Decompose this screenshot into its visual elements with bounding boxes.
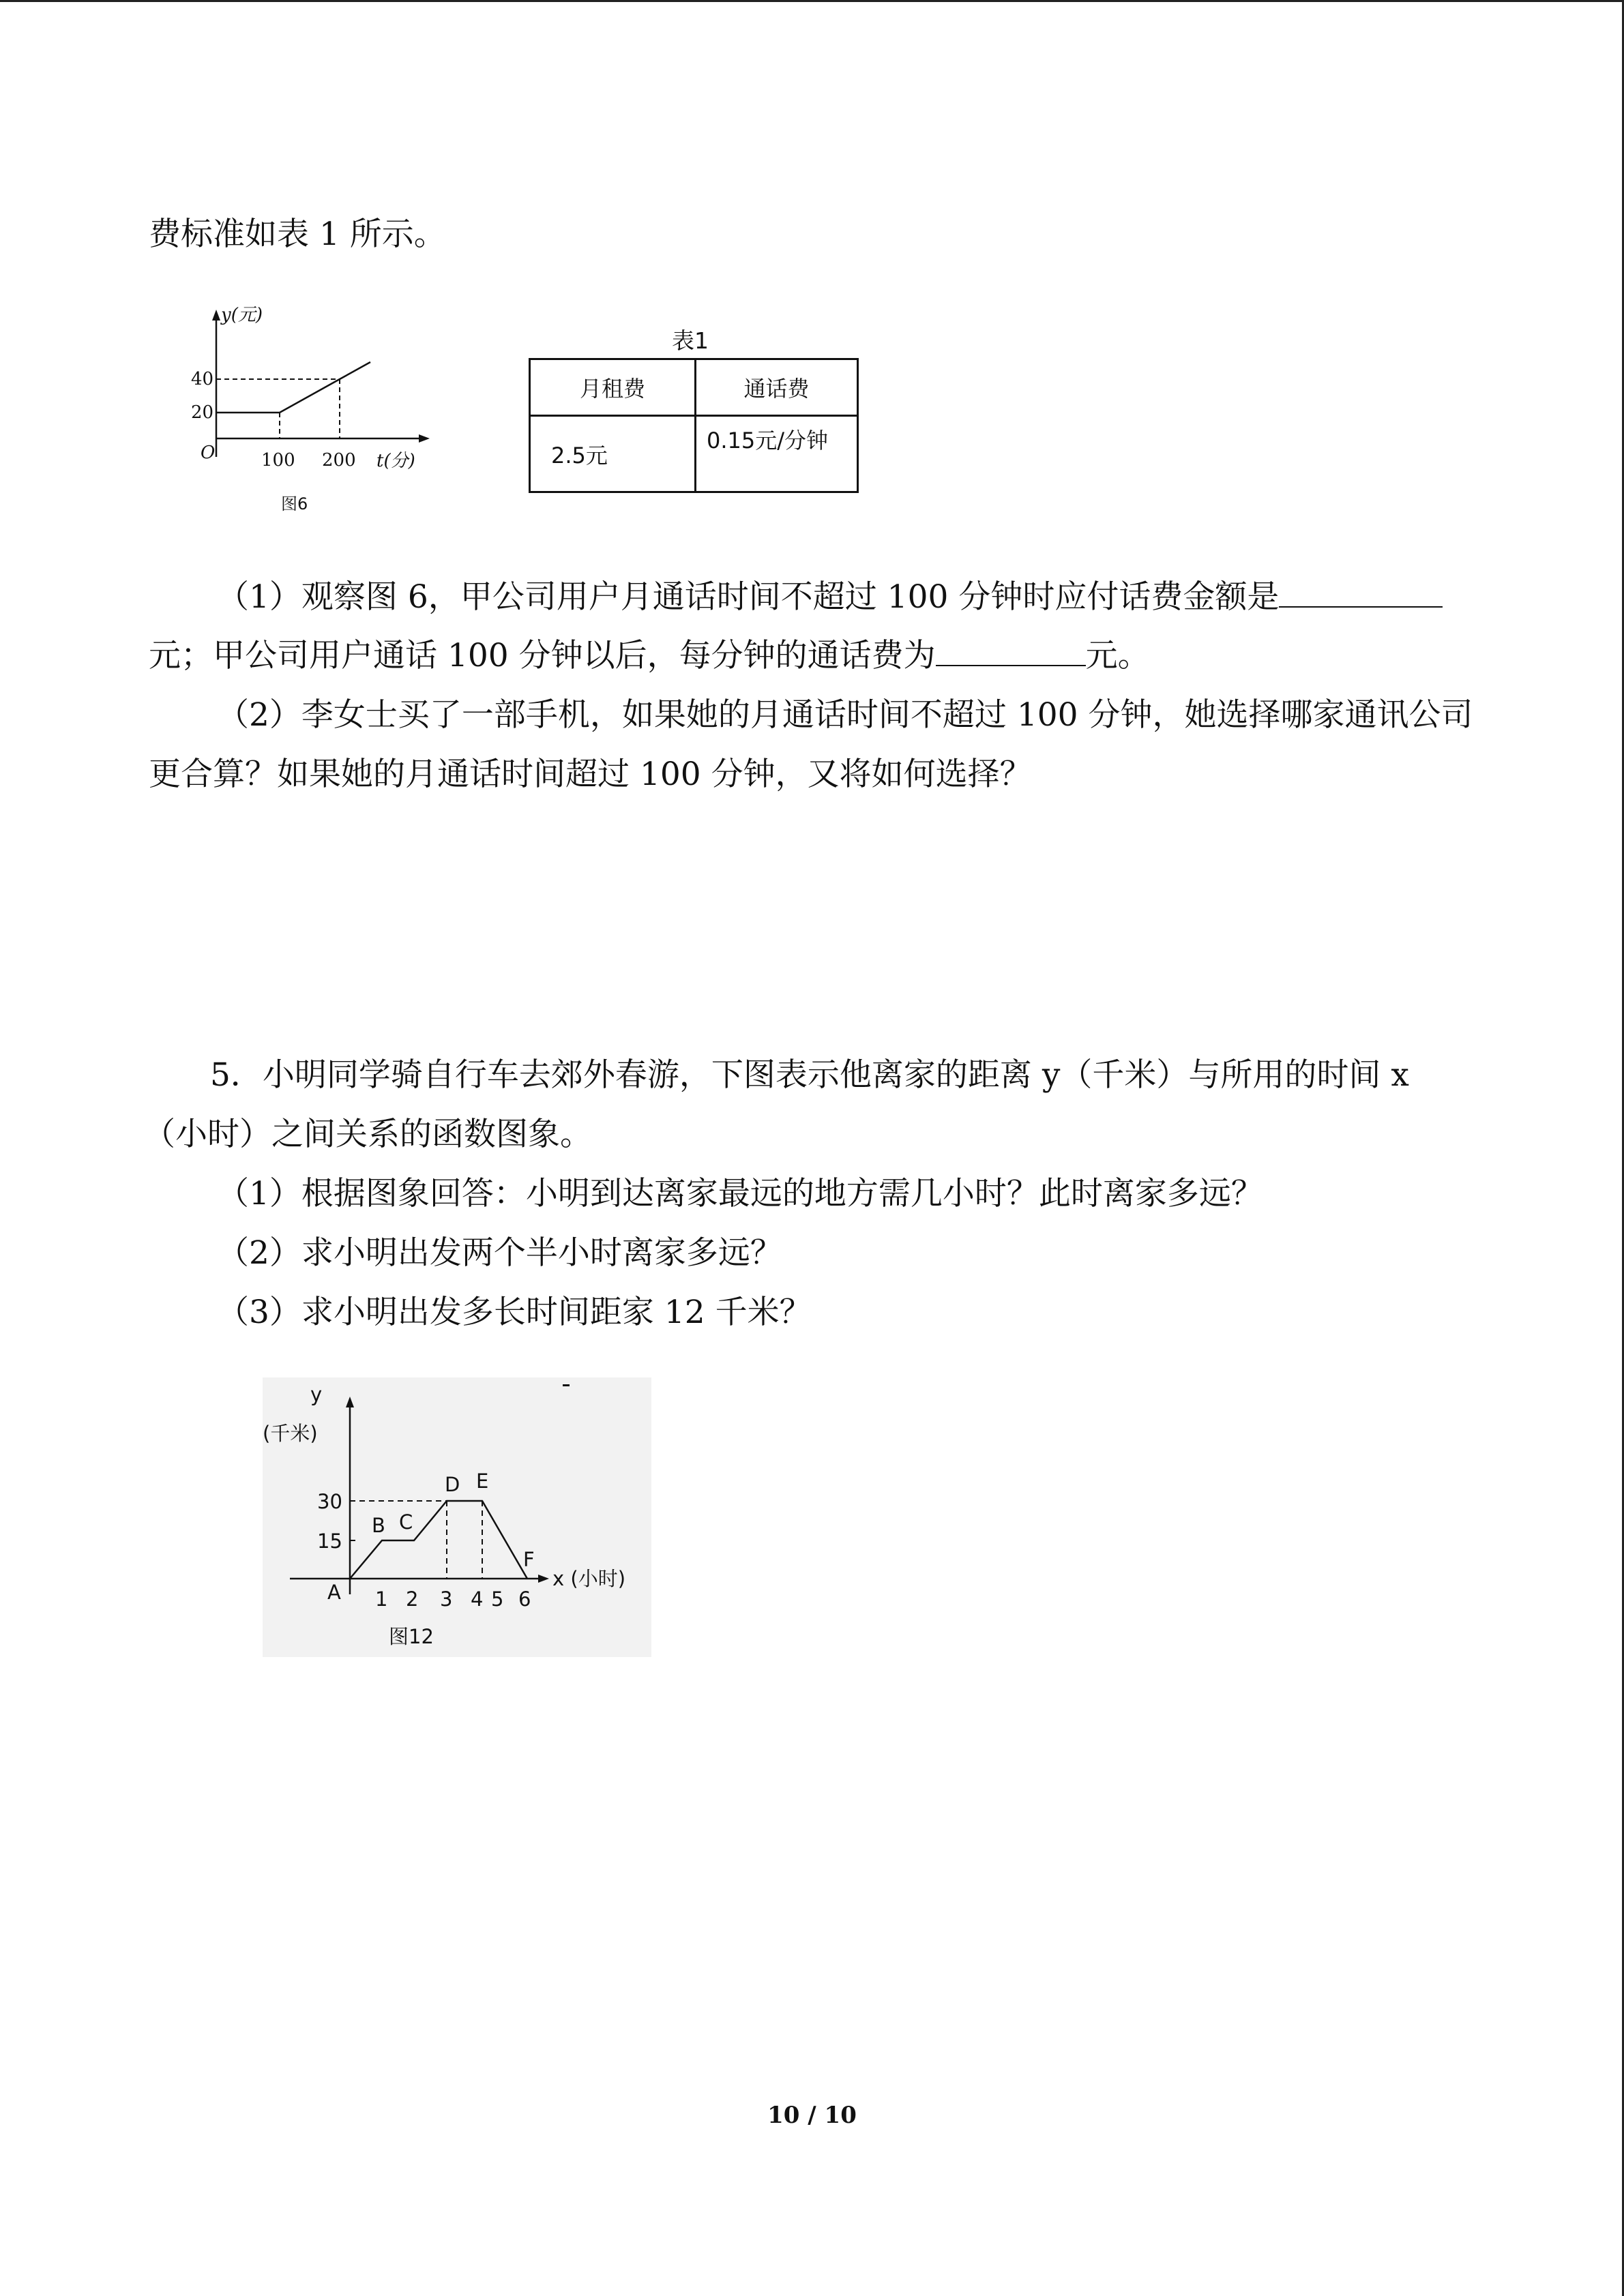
fig6-ytick-20: 20 [191,402,214,423]
q5-part1: （1）根据图象回答：小明到达离家最远的地方需几小时？此时离家多远？ [217,1175,1263,1212]
q5-line-a: 5．小明同学骑自行车去郊外春游，下图表示他离家的距离 y（千米）与所用的时间 x [210,1056,1409,1094]
page-number: 10 / 10 [767,2102,857,2129]
fig12-label-C: C [399,1510,413,1534]
q4-part2-line-a: （2）李女士买了一部手机，如果她的月通话时间不超过 100 分钟，她选择哪家通讯公司 [217,696,1473,734]
fig6-xlabel: t(分) [377,451,415,471]
fig12-label-F: F [523,1548,535,1571]
table-header-rent: 月租费 [530,359,696,416]
fig6-series-line [216,362,370,413]
fig12-xtick-4: 4 [471,1587,484,1611]
fig12-xtick-2: 2 [406,1587,419,1611]
fig6-origin: O [201,443,216,463]
fig6-x-arrow [419,434,430,443]
text-line-1: 费标准如表 1 所示。 [149,215,446,253]
q5-part3: （3）求小明出发多长时间距家 12 千米？ [217,1294,812,1331]
fig12-xtick-1: 1 [375,1587,388,1611]
fig12-label-A: A [327,1581,341,1604]
fig12-label-B: B [372,1514,385,1537]
fig12-label-E: E [476,1470,489,1493]
q5-line-b: （小时）之间关系的函数图象。 [143,1116,592,1153]
fig6-xtick-200: 200 [322,450,356,471]
table-cell-rent: 2.5元 [530,416,696,492]
fig12-xtick-6: 6 [518,1587,531,1611]
fig12-xtick-5: 5 [491,1587,504,1611]
figure-6-chart [191,300,450,525]
fig12-ylabel: y [310,1383,323,1406]
fig6-ylabel: y(元) [221,305,263,325]
answer-blank-1[interactable] [1279,576,1443,608]
table-header-call: 通话费 [696,359,858,416]
fig12-ylabel-unit: (千米) [263,1422,318,1445]
answer-blank-2[interactable] [936,635,1086,666]
q4-part1-line-a: （1）观察图 6，甲公司用户月通话时间不超过 100 分钟时应付话费金额是 [217,576,1443,619]
q4-part2-line-b: 更合算？如果她的月通话时间超过 100 分钟，又将如何选择？ [149,756,1032,793]
fig12-title: 图12 [389,1625,434,1648]
fig12-ytick-30: 30 [317,1490,342,1513]
rate-table [529,358,859,493]
q5-part2: （2）求小明出发两个半小时离家多远？ [217,1234,782,1272]
page-border-top [0,0,1624,2]
fig12-xlabel: x (小时) [552,1567,626,1590]
fig6-xtick-100: 100 [261,450,295,471]
table-cell-call: 0.15元/分钟 [696,416,858,492]
fig12-xtick-3: 3 [440,1587,453,1611]
q4-part1-line-b: 元；甲公司用户通话 100 分钟以后，每分钟的通话费为 元。 [149,634,1150,678]
fig6-ytick-40: 40 [191,369,214,389]
table-1-title: 表1 [672,327,709,354]
fig12-ytick-15: 15 [317,1530,342,1553]
fig6-title: 图6 [281,494,308,513]
fig12-label-D: D [445,1473,460,1496]
fig12-stray-mark [563,1384,570,1386]
fig6-y-arrow [212,310,220,320]
figure-12-chart [263,1377,651,1657]
